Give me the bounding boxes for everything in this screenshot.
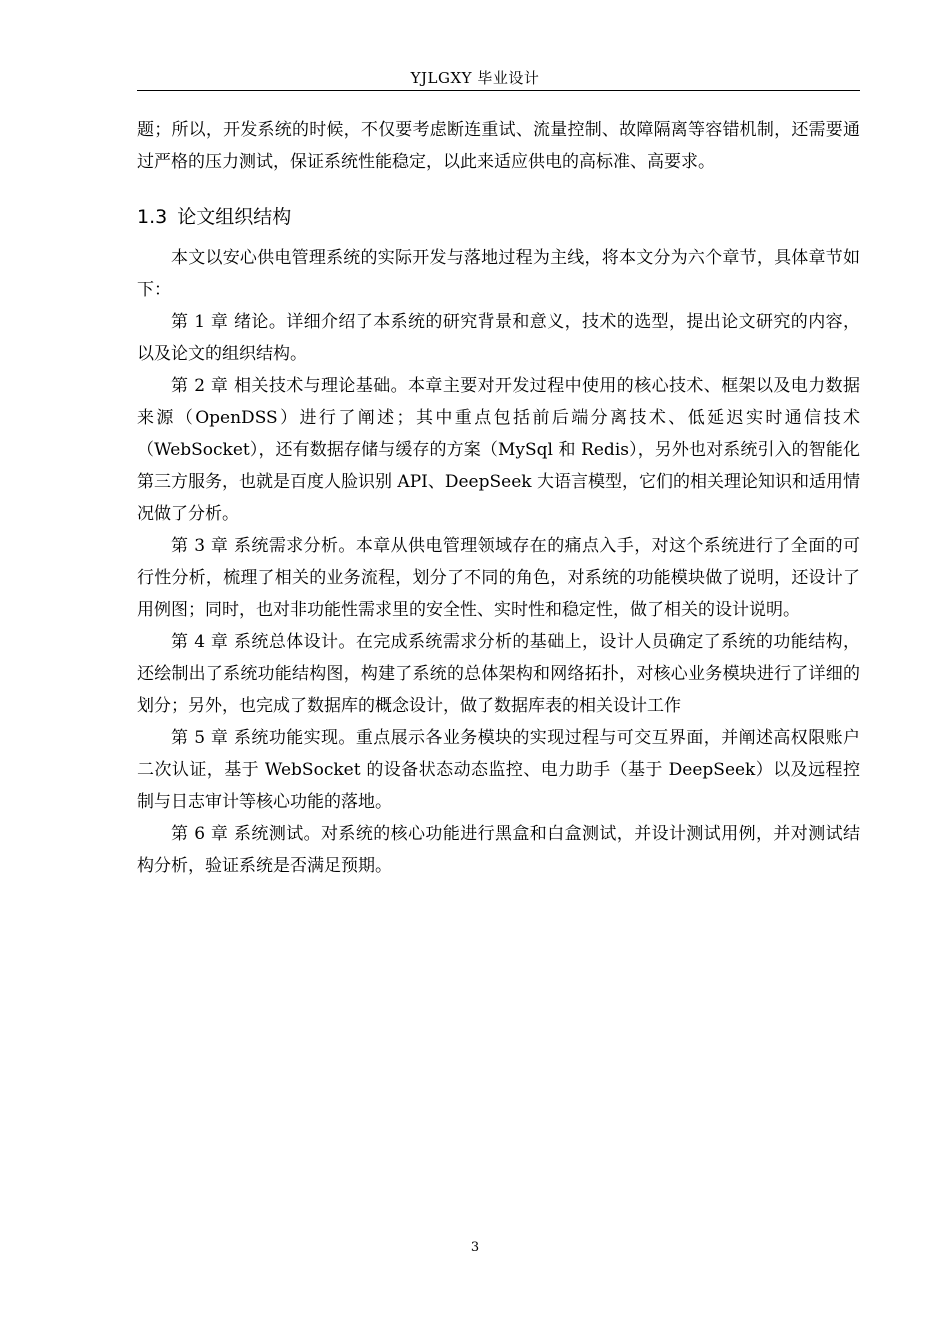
paragraph-chapter-4: 第 4 章 系统总体设计。在完成系统需求分析的基础上，设计人员确定了系统的功能结构，还绘制出了系统功能结构图，构建了系统的总体架构和网络拓扑，对核心业务模块进行了详细的划分；另外，也完成了数据库的概念设计，做了数据库表的相关设计工作 xyxy=(137,632,860,716)
paragraph-overview: 本文以安心供电管理系统的实际开发与落地过程为主线，将本文分为六个章节，具体章节如下： xyxy=(137,248,860,300)
page-body xyxy=(137,114,860,882)
intro-continuation-paragraph: 题；所以，开发系统的时候，不仅要考虑断连重试、流量控制、故障隔离等容错机制，还需要通过严格的压力测试，保证系统性能稳定，以此来适应供电的高标准、高要求。 xyxy=(137,120,860,172)
paragraph-chapter-5: 第 5 章 系统功能实现。重点展示各业务模块的实现过程与可交互界面，并阐述高权限账户二次认证，基于 WebSocket 的设备状态动态监控、电力助手（基于 DeepSeek）以及远程控制与日志审计等核心功能的落地。 xyxy=(137,728,860,812)
section-number: 1.3 xyxy=(137,206,168,228)
header-divider xyxy=(137,90,860,91)
paragraph-chapter-3: 第 3 章 系统需求分析。本章从供电管理领域存在的痛点入手，对这个系统进行了全面的可行性分析，梳理了相关的业务流程，划分了不同的角色，对系统的功能模块做了说明，还设计了用例图；同时，也对非功能性需求里的安全性、实时性和稳定性，做了相关的设计说明。 xyxy=(137,536,860,620)
section-heading xyxy=(137,201,860,233)
page-header-title: YJLGXY 毕业设计 xyxy=(410,69,540,87)
paragraph-chapter-6: 第 6 章 系统测试。对系统的核心功能进行黑盒和白盒测试，并设计测试用例，并对测试结构分析，验证系统是否满足预期。 xyxy=(137,824,860,876)
paragraph-chapter-1: 第 1 章 绪论。详细介绍了本系统的研究背景和意义，技术的选型，提出论文研究的内容，以及论文的组织结构。 xyxy=(137,312,860,364)
page-number: 3 xyxy=(470,1240,480,1255)
section-title: 论文组织结构 xyxy=(177,206,292,228)
paragraph-chapter-2: 第 2 章 相关技术与理论基础。本章主要对开发过程中使用的核心技术、框架以及电力数据来源（OpenDSS）进行了阐述；其中重点包括前后端分离技术、低延迟实时通信技术（WebSocket），还有数据存储与缓存的方案（MySql 和 Redis），另外也对系统引入的智能化第三方服务，也就是百度人脸识别 API、DeepSeek 大语言模型，它们的相关理论知识和适用情况做了分析。 xyxy=(137,376,860,524)
